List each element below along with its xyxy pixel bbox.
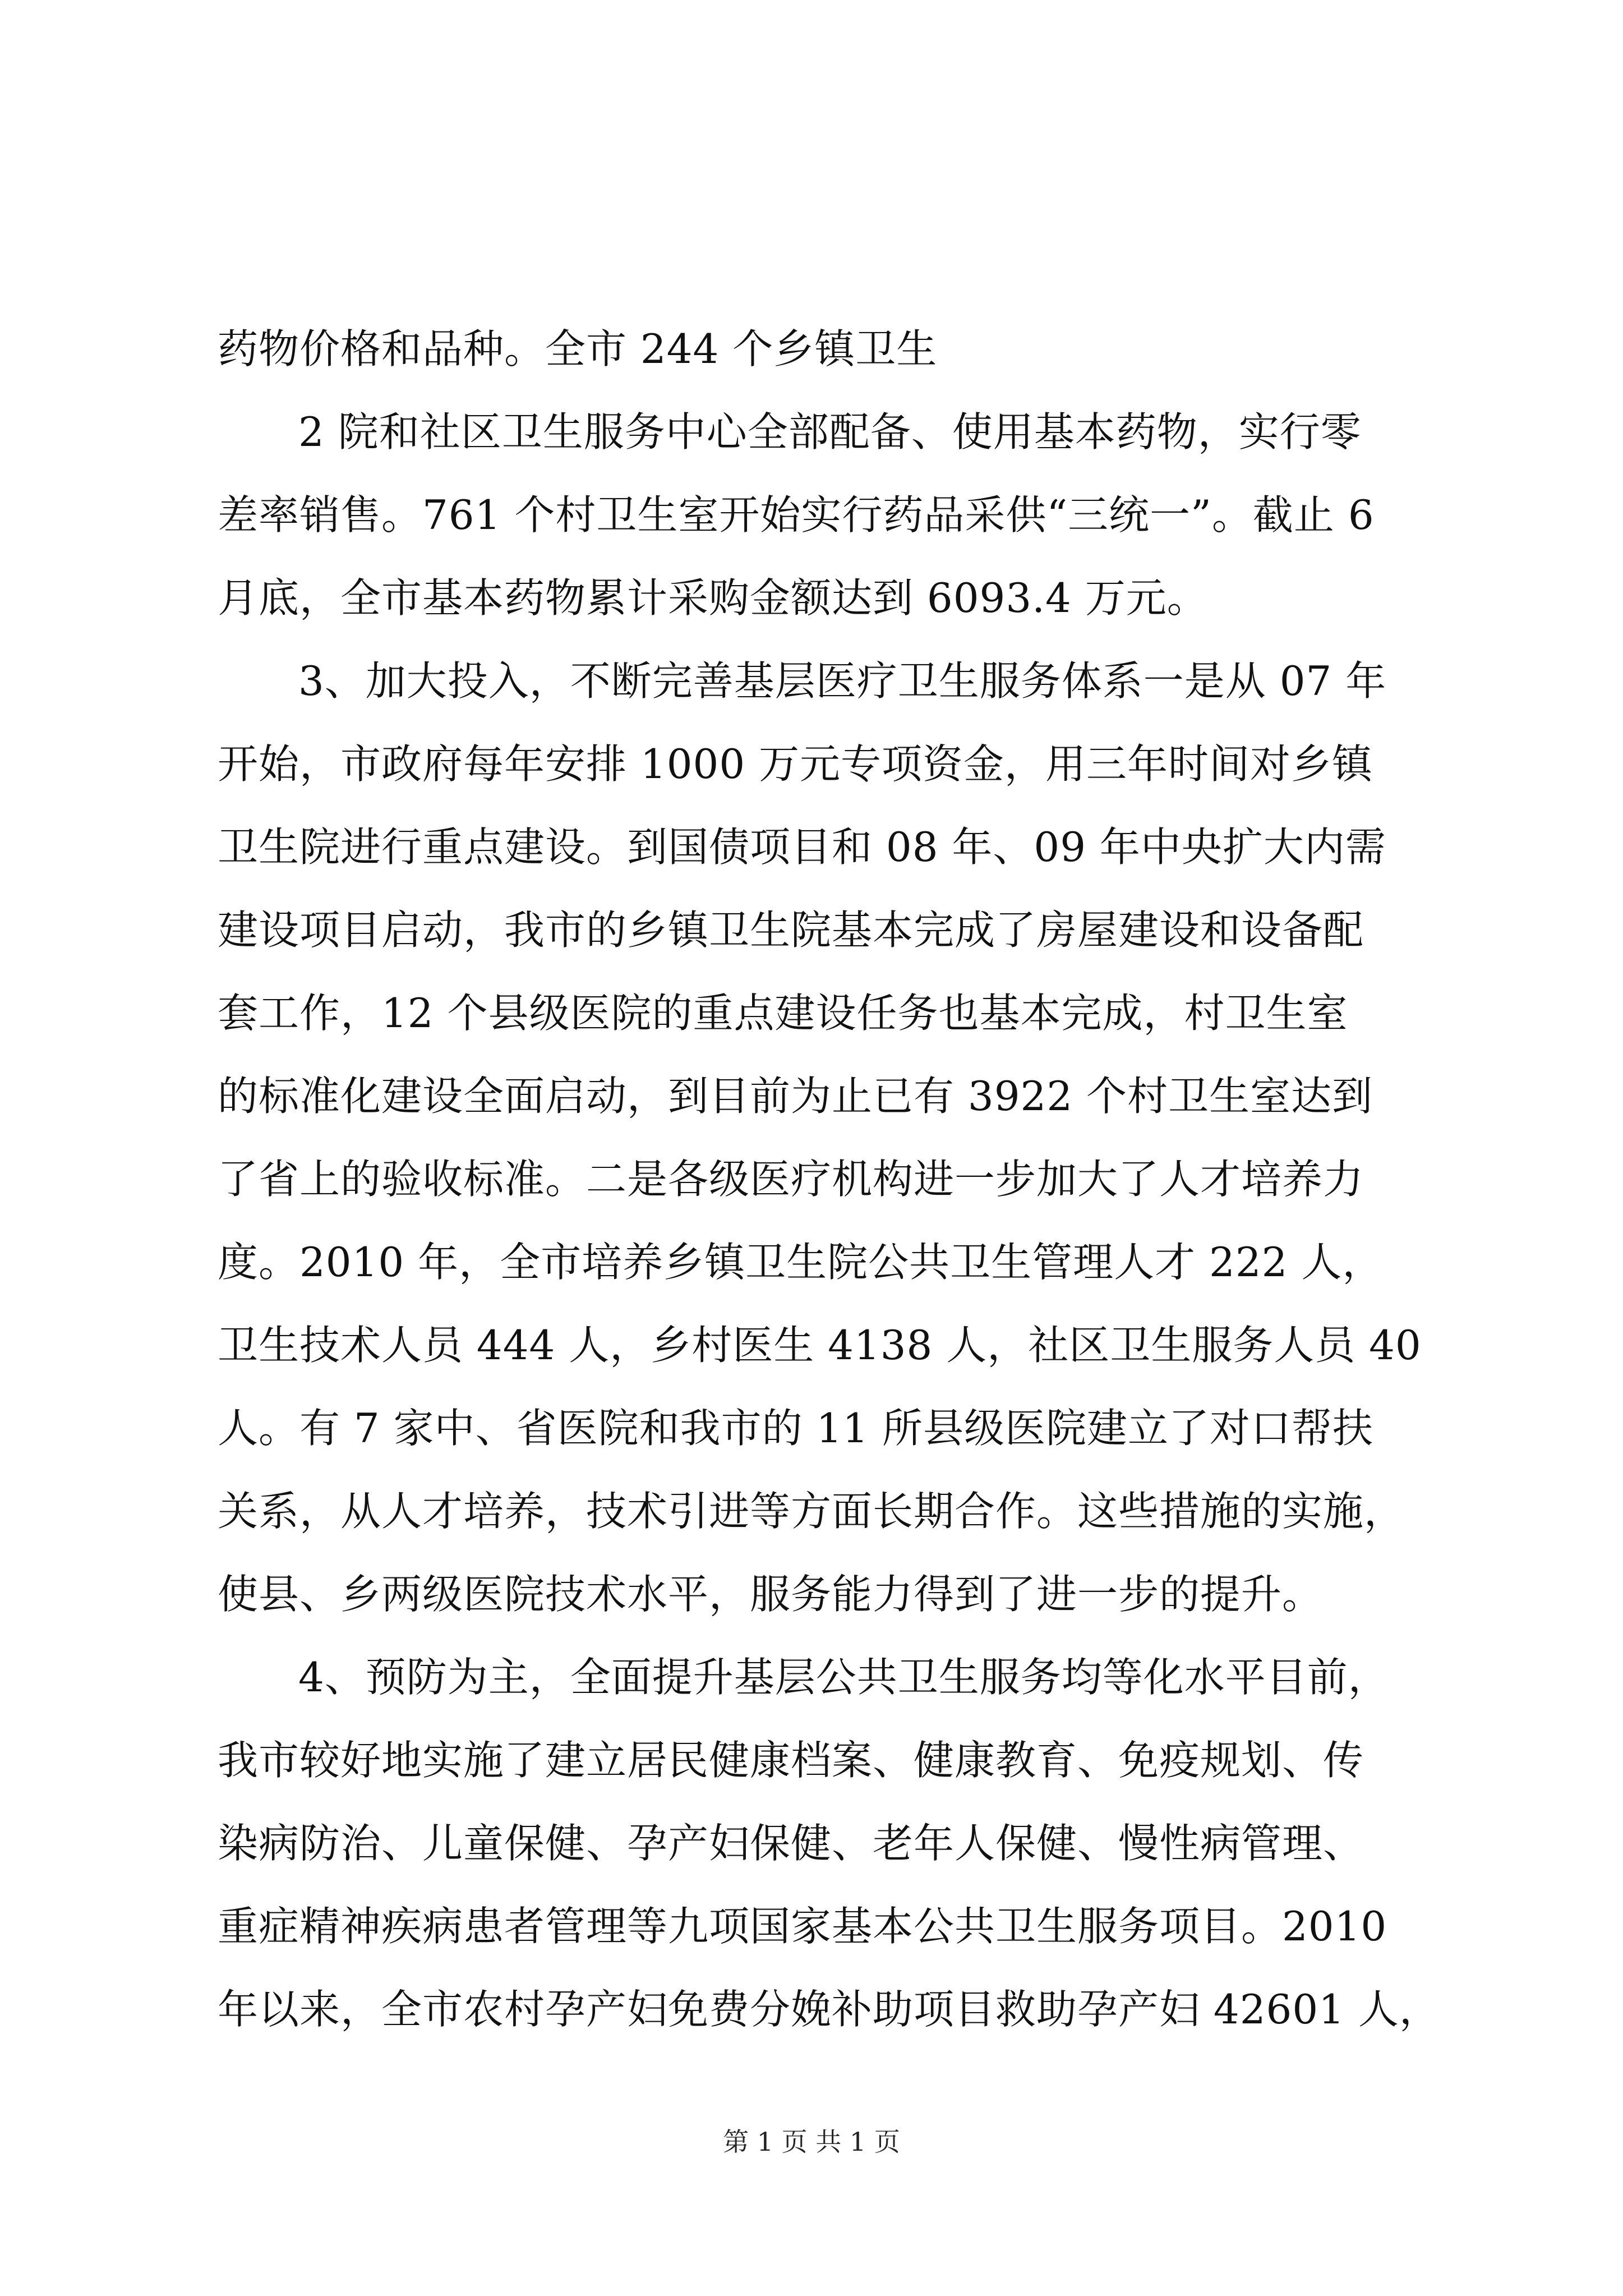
- document-body: [218, 307, 1440, 2051]
- text-line: 染病防治、儿童保健、孕产妇保健、老年人保健、慢性病管理、: [218, 1820, 1364, 1867]
- text-line: 了省上的验收标准。二是各级医疗机构进一步加大了人才培养力: [218, 1156, 1364, 1203]
- text-line: 2 院和社区卫生服务中心全部配备、使用基本药物，实行零: [298, 408, 1362, 455]
- text-line: 差率销售。761 个村卫生室开始实行药品采供“三统一”。截止 6: [218, 491, 1375, 539]
- text-line: 3、加大投入，不断完善基层医疗卫生服务体系一是从 07 年: [298, 657, 1387, 705]
- text-line: 我市较好地实施了建立居民健康档案、健康教育、免疫规划、传: [218, 1737, 1364, 1784]
- text-line: 的标准化建设全面启动，到目前为止已有 3922 个村卫生室达到: [218, 1073, 1373, 1120]
- paragraph: [218, 639, 1429, 1636]
- page-footer: 第 1 页 共 1 页: [723, 2127, 900, 2157]
- text-line: 套工作，12 个县级医院的重点建设任务也基本完成，村卫生室: [218, 990, 1348, 1037]
- text-line: 开始，市政府每年安排 1000 万元专项资金，用三年时间对乡镇: [218, 740, 1373, 788]
- text-line: 月底，全市基本药物累计采购金额达到 6093.4 万元。: [218, 574, 1208, 622]
- text-line: 人。有 7 家中、省医院和我市的 11 所县级医院建立了对口帮扶: [218, 1405, 1373, 1452]
- text-line: 建设项目启动，我市的乡镇卫生院基本完成了房屋建设和设备配: [218, 907, 1364, 954]
- text-line: 关系，从人才培养，技术引进等方面长期合作。这些措施的实施，: [218, 1488, 1405, 1535]
- paragraph: [218, 390, 1429, 639]
- text-line: 4、预防为主，全面提升基层公共卫生服务均等化水平目前，: [298, 1654, 1389, 1701]
- text-line: 卫生技术人员 444 人，乡村医生 4138 人，社区卫生服务人员 40: [218, 1322, 1422, 1369]
- paragraph: [218, 1636, 1440, 2051]
- text-line: 度。2010 年，全市培养乡镇卫生院公共卫生管理人才 222 人，: [218, 1239, 1384, 1286]
- text-line: 重症精神疾病患者管理等九项国家基本公共卫生服务项目。2010: [218, 1903, 1387, 1950]
- text-line: 年以来，全市农村孕产妇免费分娩补助项目救助孕产妇 42601 人，: [218, 1986, 1440, 2033]
- text-line: 药物价格和品种。全市 244 个乡镇卫生: [218, 325, 938, 372]
- text-line: 使县、乡两级医院技术水平，服务能力得到了进一步的提升。: [218, 1571, 1324, 1618]
- paragraph: [218, 307, 1429, 390]
- text-line: 卫生院进行重点建设。到国债项目和 08 年、09 年中央扩大内需: [218, 823, 1386, 871]
